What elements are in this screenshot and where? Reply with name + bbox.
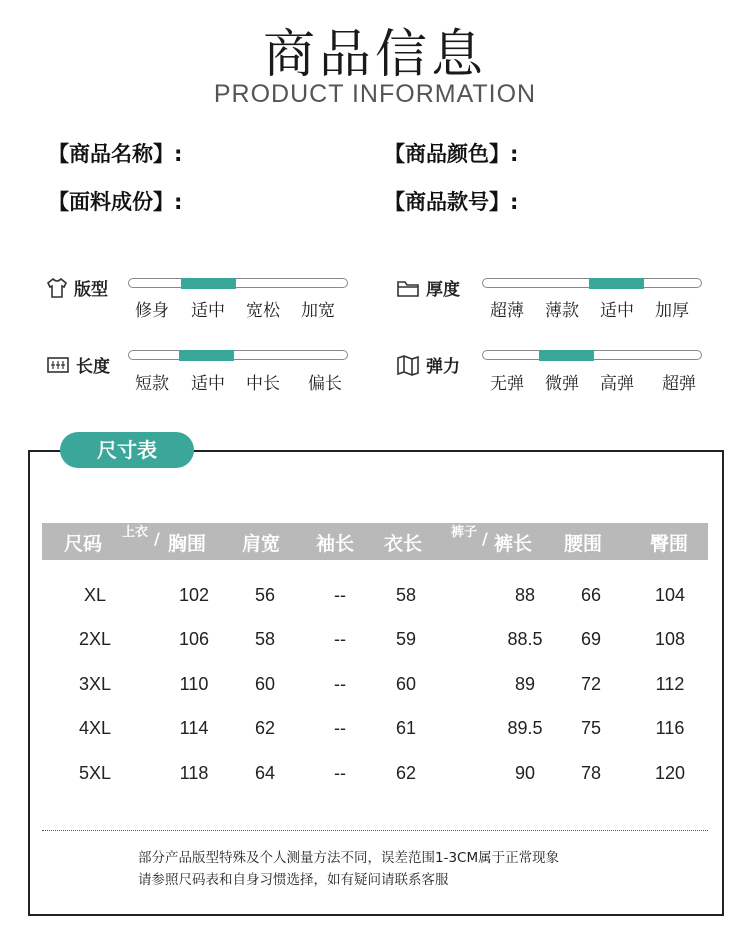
table-cell: 64 xyxy=(254,763,276,783)
header-length: 衣长 xyxy=(384,533,423,555)
spec-thickness-label: 厚度 xyxy=(426,280,460,300)
ruler-icon xyxy=(46,355,70,375)
table-cell: 75 xyxy=(580,718,602,738)
page-subtitle: PRODUCT INFORMATION xyxy=(213,80,537,108)
product-name-label: 【商品名称】: xyxy=(48,142,183,166)
table-cell: 69 xyxy=(580,629,602,649)
header-sleeve: 袖长 xyxy=(316,533,355,555)
table-cell: 60 xyxy=(395,674,417,694)
table-cell: 118 xyxy=(179,763,209,783)
folder-icon xyxy=(396,277,420,299)
length-option: 适中 xyxy=(191,374,225,394)
spec-thickness xyxy=(396,275,460,300)
header-size: 尺码 xyxy=(64,533,103,555)
tshirt-icon xyxy=(46,277,68,299)
header-waist: 腰围 xyxy=(564,533,603,555)
page-title: 商品信息 xyxy=(262,25,487,85)
table-cell: 58 xyxy=(254,629,276,649)
fit-bar xyxy=(128,278,348,288)
spec-length xyxy=(46,352,110,377)
spec-elasticity xyxy=(396,352,460,377)
table-cell: 62 xyxy=(395,763,417,783)
thickness-option: 适中 xyxy=(600,301,634,321)
table-cell: 66 xyxy=(580,585,602,605)
length-option: 偏长 xyxy=(308,374,342,394)
fit-option: 适中 xyxy=(191,301,225,321)
note-line-1: 部分产品版型特殊及个人测量方法不同，误差范围1-3CM属于正常现象 xyxy=(138,850,560,866)
header-chest: 胸围 xyxy=(168,533,207,555)
size-cell: 4XL xyxy=(78,718,112,738)
elasticity-bar-fill xyxy=(539,350,594,361)
spec-fit-label: 版型 xyxy=(74,280,108,300)
header-pants-group: 裤子 xyxy=(451,525,478,540)
table-cell: 112 xyxy=(655,674,685,694)
table-cell: 108 xyxy=(654,629,686,649)
table-cell: 60 xyxy=(254,674,276,694)
note-line-2: 请参照尺码表和自身习惯选择，如有疑问请联系客服 xyxy=(138,872,449,888)
table-cell: 120 xyxy=(654,763,686,783)
spec-elasticity-label: 弹力 xyxy=(426,357,460,377)
table-cell: 90 xyxy=(514,763,536,783)
spec-length-label: 长度 xyxy=(76,357,110,377)
fit-option: 宽松 xyxy=(246,301,280,321)
size-cell: 3XL xyxy=(78,674,112,694)
spec-fit xyxy=(46,275,108,300)
table-cell: 104 xyxy=(654,585,686,605)
thickness-bar xyxy=(482,278,702,288)
table-cell: 88.5 xyxy=(507,629,543,649)
header-shoulder: 肩宽 xyxy=(242,533,281,555)
map-fold-icon xyxy=(396,354,420,376)
elasticity-option: 高弹 xyxy=(600,374,634,394)
table-cell: 114 xyxy=(179,718,209,738)
table-cell: 110 xyxy=(179,674,209,694)
elasticity-option: 超弹 xyxy=(662,374,696,394)
elasticity-option: 无弹 xyxy=(490,374,524,394)
table-cell: -- xyxy=(334,674,346,694)
table-cell: 62 xyxy=(254,718,276,738)
table-cell: -- xyxy=(334,718,346,738)
header-slash: / xyxy=(154,529,160,548)
thickness-option: 薄款 xyxy=(545,301,579,321)
table-cell: 61 xyxy=(395,718,417,738)
elasticity-option: 微弹 xyxy=(545,374,579,394)
table-cell: 89 xyxy=(514,674,536,694)
thickness-option: 超薄 xyxy=(490,301,524,321)
header-slash: / xyxy=(482,529,488,548)
header-pants-length: 裤长 xyxy=(494,533,533,555)
size-table-tag: 尺寸表 xyxy=(60,432,194,468)
size-cell: 2XL xyxy=(78,629,112,649)
fabric-label: 【面料成份】: xyxy=(48,190,183,214)
size-table-header xyxy=(42,523,708,560)
header-hip: 臀围 xyxy=(650,533,689,555)
fit-option: 加宽 xyxy=(301,301,335,321)
table-cell: -- xyxy=(334,629,346,649)
length-bar xyxy=(128,350,348,360)
product-color-label: 【商品颜色】: xyxy=(384,142,519,166)
table-cell: 72 xyxy=(580,674,602,694)
table-cell: 89.5 xyxy=(507,718,543,738)
table-cell: 78 xyxy=(580,763,602,783)
table-cell: 58 xyxy=(395,585,417,605)
length-option: 短款 xyxy=(135,374,169,394)
length-bar-fill xyxy=(179,350,234,361)
table-cell: 59 xyxy=(395,629,417,649)
table-cell: 56 xyxy=(254,585,276,605)
fit-bar-fill xyxy=(181,278,236,289)
table-cell: -- xyxy=(334,763,346,783)
elasticity-bar xyxy=(482,350,702,360)
length-option: 中长 xyxy=(246,374,280,394)
table-cell: -- xyxy=(334,585,346,605)
thickness-option: 加厚 xyxy=(655,301,689,321)
table-cell: 116 xyxy=(655,718,685,738)
divider xyxy=(42,830,708,831)
table-cell: 102 xyxy=(178,585,210,605)
table-cell: 106 xyxy=(178,629,210,649)
style-number-label: 【商品款号】: xyxy=(384,190,519,214)
fit-option: 修身 xyxy=(135,301,169,321)
size-cell: 5XL xyxy=(78,763,112,783)
table-cell: 88 xyxy=(514,585,536,605)
size-cell: XL xyxy=(83,585,107,605)
header-top-group: 上衣 xyxy=(122,525,149,540)
thickness-bar-fill xyxy=(589,278,644,289)
